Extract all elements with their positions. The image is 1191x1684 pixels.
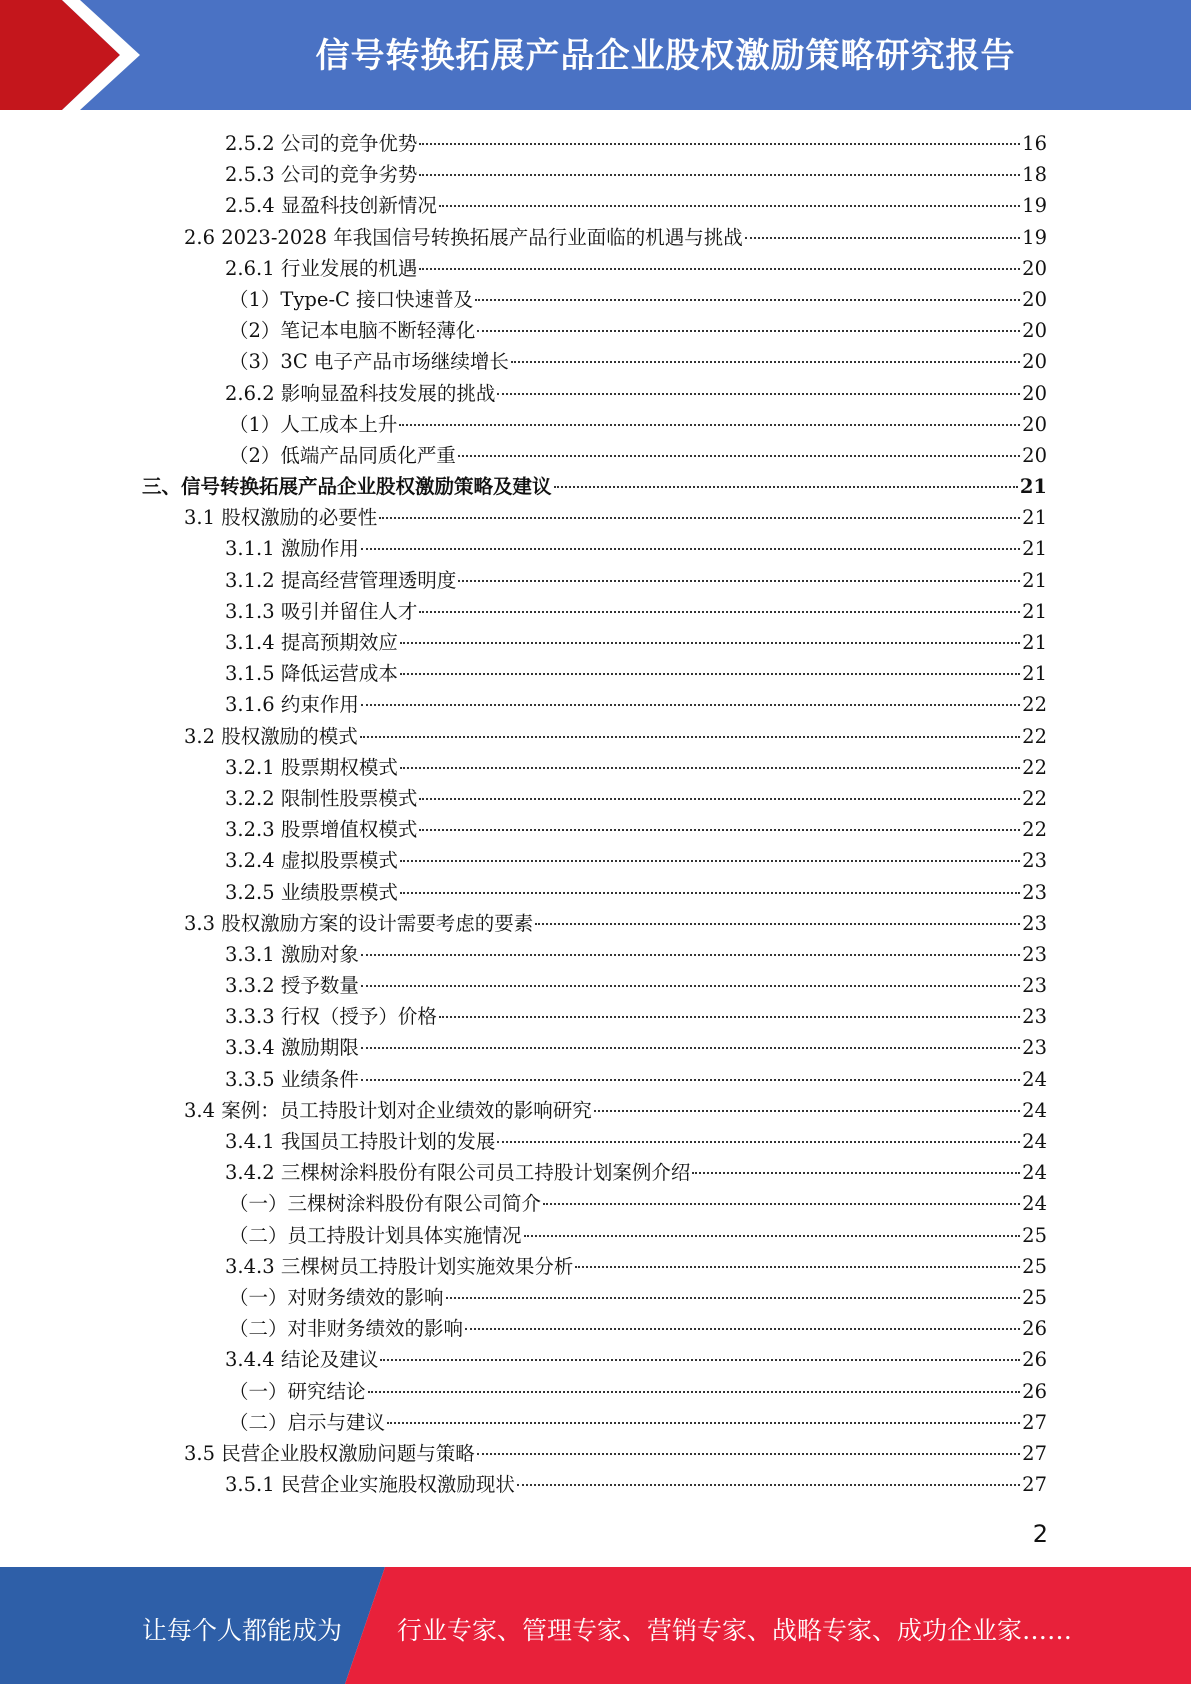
- toc-entry[interactable]: [0, 845, 1191, 876]
- toc-entry-page: 23: [1022, 880, 1047, 904]
- toc-entry-label: 2.6 2023-2028 年我国信号转换拓展产品行业面临的机遇与挑战: [184, 225, 743, 249]
- toc-entry[interactable]: [0, 1438, 1191, 1469]
- toc-leader-dots: [439, 1015, 1020, 1018]
- toc-entry[interactable]: [0, 908, 1191, 939]
- toc-entry-label: 3.3 股权激励方案的设计需要考虑的要素: [184, 911, 534, 935]
- toc-entry-page: 24: [1022, 1130, 1047, 1153]
- toc-entry[interactable]: [0, 128, 1191, 159]
- toc-entry-label: 3.3.5 业绩条件: [225, 1067, 359, 1091]
- toc-entry[interactable]: [0, 284, 1191, 315]
- toc-entry-page: 27: [1022, 1441, 1047, 1465]
- toc-entry[interactable]: [0, 533, 1191, 564]
- toc-entry-label: 3.3.4 激励期限: [225, 1036, 359, 1060]
- toc-entry-page: 24: [1022, 1098, 1047, 1122]
- toc-leader-dots: [361, 1046, 1020, 1049]
- toc-entry[interactable]: [0, 159, 1191, 190]
- toc-leader-dots: [535, 922, 1020, 925]
- toc-entry[interactable]: [0, 721, 1191, 752]
- toc-entry-label: （二）启示与建议: [229, 1410, 386, 1434]
- toc-entry-label: （一）三棵树涂料股份有限公司简介: [229, 1192, 542, 1216]
- toc-entry-page: 25: [1022, 1285, 1047, 1309]
- toc-entry-page: 27: [1022, 1473, 1047, 1497]
- toc-entry[interactable]: [0, 1064, 1191, 1095]
- toc-leader-dots: [465, 1327, 1020, 1330]
- toc-leader-dots: [361, 547, 1020, 550]
- toc-leader-dots: [554, 485, 1018, 488]
- toc-leader-dots: [575, 1265, 1020, 1268]
- toc-entry[interactable]: [0, 1188, 1191, 1219]
- toc-entry[interactable]: [0, 752, 1191, 783]
- toc-leader-dots: [524, 1234, 1021, 1237]
- toc-entry-label: 3.2.4 虚拟股票模式: [225, 849, 398, 873]
- toc-entry[interactable]: [0, 1157, 1191, 1188]
- toc-entry-label: 3.4.3 三棵树员工持股计划实施效果分析: [225, 1254, 574, 1278]
- header-arrow-icon: [0, 0, 160, 110]
- toc-entry[interactable]: [0, 1032, 1191, 1063]
- toc-entry-page: 21: [1022, 537, 1047, 561]
- toc-entry-page: 26: [1022, 1317, 1047, 1341]
- header-title: 信号转换拓展产品企业股权激励策略研究报告: [315, 36, 1016, 76]
- toc-entry-page: 24: [1022, 1192, 1047, 1216]
- toc-entry-page: 23: [1022, 1036, 1047, 1060]
- toc-entry[interactable]: [0, 502, 1191, 533]
- toc-entry-page: 21: [1022, 506, 1047, 530]
- toc-entry-page: 20: [1022, 412, 1047, 436]
- page-number: 2: [1032, 1520, 1048, 1548]
- toc-leader-dots: [399, 423, 1020, 426]
- toc-entry-label: 3.1 股权激励的必要性: [184, 506, 378, 530]
- toc-leader-dots: [745, 236, 1020, 239]
- toc-entry-page: 22: [1022, 818, 1047, 842]
- toc-entry-page: 24: [1022, 1067, 1047, 1091]
- toc-entry-page: 23: [1022, 1005, 1047, 1029]
- toc-entry-page: 25: [1022, 1254, 1047, 1278]
- toc-leader-dots: [477, 1452, 1020, 1455]
- toc-entry[interactable]: [0, 814, 1191, 845]
- toc-entry-label: 3.4.1 我国员工持股计划的发展: [225, 1130, 496, 1153]
- toc-leader-dots: [380, 1358, 1020, 1361]
- toc-entry[interactable]: [0, 471, 1191, 502]
- toc-entry-page: 16: [1022, 132, 1047, 155]
- toc-entry-label: 3.1.4 提高预期效应: [225, 631, 398, 654]
- toc-entry-page: 27: [1022, 1410, 1047, 1434]
- toc-leader-dots: [400, 766, 1020, 769]
- toc-entry-label: （二）对非财务绩效的影响: [229, 1317, 464, 1341]
- toc-leader-dots: [361, 984, 1020, 987]
- toc-entry-label: 3.1.1 激励作用: [225, 537, 359, 561]
- toc-entry[interactable]: [0, 1095, 1191, 1126]
- toc-entry-page: 21: [1022, 599, 1047, 623]
- toc-entry-label: （一）研究结论: [229, 1379, 366, 1403]
- toc-entry-label: 三、信号转换拓展产品企业股权激励策略及建议: [142, 475, 552, 499]
- toc-leader-dots: [360, 735, 1020, 738]
- toc-entry-page: 22: [1022, 724, 1047, 748]
- toc-entry[interactable]: [0, 658, 1191, 689]
- toc-entry[interactable]: [0, 315, 1191, 346]
- toc-leader-dots: [400, 672, 1020, 675]
- toc-entry-label: 3.1.6 约束作用: [225, 693, 359, 717]
- toc-entry[interactable]: [0, 596, 1191, 627]
- table-of-contents: [0, 128, 1191, 1500]
- toc-entry[interactable]: [0, 1344, 1191, 1375]
- toc-leader-dots: [400, 641, 1020, 644]
- footer-slogan-right: 行业专家、管理专家、营销专家、战略专家、成功企业家……: [397, 1616, 1073, 1645]
- toc-entry-label: （3）3C 电子产品市场继续增长: [229, 350, 509, 374]
- toc-entry-page: 26: [1022, 1348, 1047, 1372]
- toc-entry[interactable]: [0, 346, 1191, 377]
- toc-entry-page: 23: [1022, 911, 1047, 935]
- toc-entry-label: （1）人工成本上升: [229, 412, 398, 436]
- toc-entry[interactable]: [0, 565, 1191, 596]
- toc-entry-label: 3.1.3 吸引并留住人才: [225, 599, 418, 623]
- toc-entry-label: 3.5 民营企业股权激励问题与策略: [184, 1441, 475, 1465]
- toc-leader-dots: [477, 329, 1020, 332]
- toc-leader-dots: [458, 579, 1020, 582]
- toc-leader-dots: [400, 859, 1020, 862]
- toc-leader-dots: [419, 797, 1020, 800]
- toc-entry-page: 21: [1022, 662, 1047, 686]
- toc-leader-dots: [497, 1140, 1020, 1143]
- header-band: [0, 0, 1191, 110]
- toc-entry-page: 19: [1022, 225, 1047, 249]
- toc-entry-page: 20: [1022, 350, 1047, 374]
- toc-entry[interactable]: [0, 1001, 1191, 1032]
- toc-entry-label: 3.4.2 三棵树涂料股份有限公司员工持股计划案例介绍: [225, 1161, 691, 1185]
- toc-entry[interactable]: [0, 409, 1191, 440]
- toc-leader-dots: [361, 953, 1020, 956]
- toc-leader-dots: [497, 392, 1020, 395]
- toc-leader-dots: [400, 891, 1020, 894]
- toc-entry-label: （2）笔记本电脑不断轻薄化: [229, 319, 476, 343]
- toc-entry-label: 3.2.2 限制性股票模式: [225, 786, 418, 810]
- footer-slogan-left: 让每个人都能成为: [142, 1616, 343, 1645]
- toc-entry-page: 19: [1022, 194, 1047, 218]
- toc-entry-label: 2.6.1 行业发展的机遇: [225, 256, 418, 280]
- toc-leader-dots: [511, 360, 1020, 363]
- toc-entry-page: 22: [1022, 755, 1047, 779]
- toc-leader-dots: [419, 828, 1020, 831]
- toc-leader-dots: [594, 1109, 1020, 1112]
- toc-entry[interactable]: [0, 190, 1191, 221]
- toc-entry-page: 23: [1022, 974, 1047, 998]
- toc-entry-page: 20: [1022, 287, 1047, 311]
- toc-entry-page: 22: [1022, 693, 1047, 717]
- toc-leader-dots: [419, 142, 1020, 145]
- toc-leader-dots: [419, 610, 1020, 613]
- toc-entry-page: 20: [1022, 319, 1047, 343]
- toc-entry-page: 25: [1022, 1223, 1047, 1247]
- toc-entry[interactable]: [0, 1469, 1191, 1500]
- toc-entry-label: （一）对财务绩效的影响: [229, 1285, 444, 1309]
- toc-leader-dots: [692, 1171, 1020, 1174]
- toc-entry-page: 22: [1022, 786, 1047, 810]
- toc-entry[interactable]: [0, 222, 1191, 253]
- toc-entry[interactable]: [0, 1376, 1191, 1407]
- toc-entry-page: 20: [1022, 256, 1047, 280]
- toc-entry-label: 3.3.1 激励对象: [225, 942, 359, 966]
- toc-entry-page: 21: [1022, 631, 1047, 654]
- toc-entry[interactable]: [0, 783, 1191, 814]
- toc-entry-page: 23: [1022, 849, 1047, 873]
- toc-entry[interactable]: [0, 1220, 1191, 1251]
- toc-entry-page: 20: [1022, 381, 1047, 405]
- toc-entry-label: 3.2 股权激励的模式: [184, 724, 358, 748]
- toc-leader-dots: [379, 516, 1020, 519]
- toc-entry[interactable]: [0, 1407, 1191, 1438]
- toc-leader-dots: [439, 204, 1020, 207]
- toc-entry-page: 20: [1022, 443, 1047, 467]
- toc-leader-dots: [419, 267, 1020, 270]
- toc-entry-page: 18: [1022, 163, 1047, 187]
- toc-leader-dots: [419, 173, 1020, 176]
- toc-entry-page: 26: [1022, 1379, 1047, 1403]
- toc-entry[interactable]: [0, 440, 1191, 471]
- toc-entry-label: （二）员工持股计划具体实施情况: [229, 1223, 522, 1247]
- toc-entry-page: 24: [1022, 1161, 1047, 1185]
- toc-entry-page: 23: [1022, 942, 1047, 966]
- toc-entry[interactable]: [0, 939, 1191, 970]
- toc-entry-label: 2.5.2 公司的竞争优势: [225, 132, 418, 155]
- toc-entry-label: 3.1.2 提高经营管理透明度: [225, 568, 457, 592]
- toc-entry[interactable]: [0, 378, 1191, 409]
- toc-leader-dots: [517, 1483, 1020, 1486]
- toc-entry[interactable]: [0, 970, 1191, 1001]
- toc-entry-label: 2.6.2 影响显盈科技发展的挑战: [225, 381, 496, 405]
- toc-entry-page: 21: [1022, 568, 1047, 592]
- toc-leader-dots: [543, 1202, 1020, 1205]
- toc-entry[interactable]: [0, 1282, 1191, 1313]
- toc-entry-label: 3.4 案例：员工持股计划对企业绩效的影响研究: [184, 1098, 592, 1122]
- toc-entry-label: （1）Type-C 接口快速普及: [229, 287, 474, 311]
- toc-entry[interactable]: [0, 627, 1191, 658]
- toc-leader-dots: [446, 1296, 1021, 1299]
- toc-entry[interactable]: [0, 1126, 1191, 1157]
- toc-entry[interactable]: [0, 877, 1191, 908]
- toc-entry-label: 3.2.3 股票增值权模式: [225, 818, 418, 842]
- toc-entry-label: 3.1.5 降低运营成本: [225, 662, 398, 686]
- toc-leader-dots: [361, 1078, 1020, 1081]
- toc-leader-dots: [458, 454, 1020, 457]
- toc-entry-label: 3.5.1 民营企业实施股权激励现状: [225, 1473, 515, 1497]
- toc-leader-dots: [361, 703, 1020, 706]
- toc-entry[interactable]: [0, 689, 1191, 720]
- toc-leader-dots: [368, 1390, 1021, 1393]
- toc-entry-label: （2）低端产品同质化严重: [229, 443, 456, 467]
- toc-leader-dots: [387, 1421, 1020, 1424]
- toc-entry-page: 21: [1019, 475, 1047, 499]
- toc-entry-label: 2.5.4 显盈科技创新情况: [225, 194, 437, 218]
- toc-entry[interactable]: [0, 1313, 1191, 1344]
- toc-entry[interactable]: [0, 1251, 1191, 1282]
- toc-entry-label: 3.2.1 股票期权模式: [225, 755, 398, 779]
- footer-band: [0, 1567, 1191, 1684]
- toc-entry-label: 3.3.2 授予数量: [225, 974, 359, 998]
- toc-entry-label: 3.3.3 行权（授予）价格: [225, 1005, 437, 1029]
- toc-entry-label: 3.2.5 业绩股票模式: [225, 880, 398, 904]
- toc-leader-dots: [475, 298, 1020, 301]
- toc-entry[interactable]: [0, 253, 1191, 284]
- toc-entry-label: 2.5.3 公司的竞争劣势: [225, 163, 418, 187]
- toc-entry-label: 3.4.4 结论及建议: [225, 1348, 379, 1372]
